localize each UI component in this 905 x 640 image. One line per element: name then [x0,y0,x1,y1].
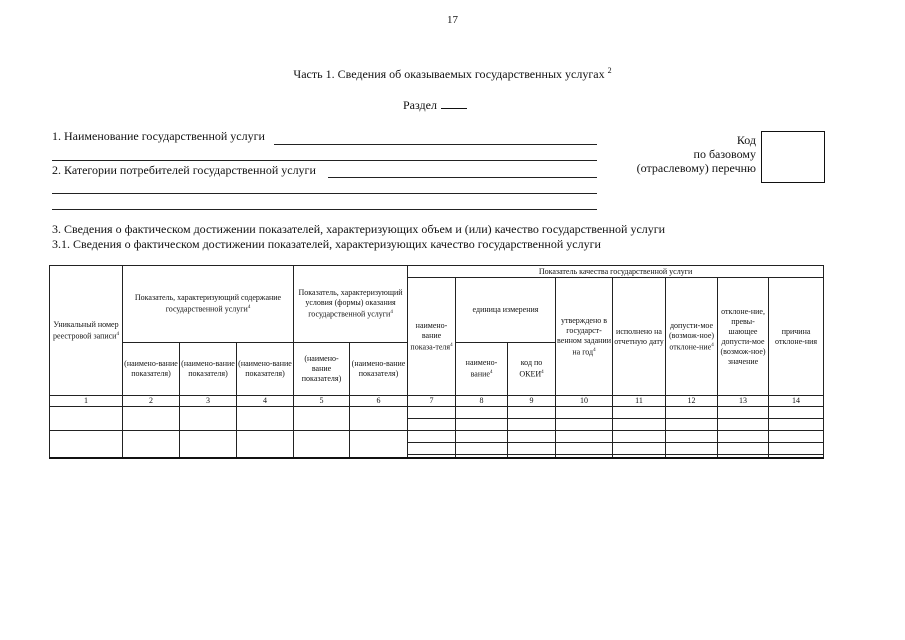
info-line-3: 3. Сведения о фактическом достижении показателей, характеризующих объем и (или) качество государственной услуги [52,222,666,236]
column-number: 4 [237,396,294,407]
header-quality-indicator: Показатель качества государственной услуги [408,266,824,278]
table-cell[interactable] [350,407,408,431]
table-cell[interactable] [556,407,613,419]
column-number: 2 [123,396,180,407]
column-number: 1 [50,396,123,407]
part-title [0,66,905,82]
column-number: 14 [769,396,824,407]
table-cell[interactable] [508,443,556,455]
table-cell[interactable] [613,419,666,431]
table-cell[interactable] [508,455,556,459]
subheader-indicator-3: (наимено-вание показателя) [237,343,294,396]
table-cell[interactable] [456,455,508,459]
table-cell[interactable] [556,455,613,459]
table-cell[interactable] [180,431,237,459]
table-cell[interactable] [613,455,666,459]
table-cell[interactable] [408,431,456,443]
column-number: 11 [613,396,666,407]
consumers-line[interactable] [328,177,597,178]
service-name-line[interactable] [274,144,597,145]
table-cell[interactable] [666,443,718,455]
code-label-line-3: (отраслевому) перечню [636,161,756,175]
code-label-line-2: по базовому [693,147,756,161]
table-cell[interactable] [556,443,613,455]
subheader-indicator-5: (наимено-вание показателя) [350,343,408,396]
column-number: 10 [556,396,613,407]
quality-indicators-table [49,265,824,459]
table-cell[interactable] [508,419,556,431]
header-done: исполнено на отчетную дату [613,278,666,396]
table-cell[interactable] [508,431,556,443]
table-cell[interactable] [123,407,180,431]
table-cell[interactable] [50,407,123,431]
table-cell[interactable] [666,419,718,431]
table-cell[interactable] [123,431,180,459]
table-cell[interactable] [408,419,456,431]
table-cell[interactable] [769,431,824,443]
column-number: 7 [408,396,456,407]
column-number: 9 [508,396,556,407]
table-cell[interactable] [408,407,456,419]
table-cell[interactable] [718,431,769,443]
table-cell[interactable] [456,443,508,455]
table-cell[interactable] [666,431,718,443]
table-cell[interactable] [613,407,666,419]
table-cell[interactable] [508,407,556,419]
header-unique-number: Уникальный номер реестровой записи$^4$ [50,266,123,396]
table-cell[interactable] [718,455,769,459]
page-number: 17 [447,14,458,26]
part-title-text: Часть 1. Сведения об оказываемых государственных услугах [293,67,605,81]
subheader-indicator-1: (наимено-вание показателя) [123,343,180,396]
part-title-footnote: 2 [607,66,612,75]
info-line-3-1: 3.1. Сведения о фактическом достижении показателей, характеризующих качество государственной услуги [52,237,601,251]
table-cell[interactable] [456,407,508,419]
table-cell[interactable] [408,443,456,455]
table-cell[interactable] [456,431,508,443]
header-conditions-indicator: Показатель, характеризующий условия (формы) оказания государственной услуги$^4$ [294,266,408,343]
column-number: 8 [456,396,508,407]
table-cell[interactable] [718,443,769,455]
table-cell[interactable] [408,455,456,459]
header-reason: причина отклоне-ния [769,278,824,396]
table-cell[interactable] [180,407,237,431]
table-cell[interactable] [769,407,824,419]
table-cell[interactable] [237,431,294,459]
table-cell[interactable] [718,419,769,431]
table-cell[interactable] [294,431,350,459]
table-cell[interactable] [769,419,824,431]
code-label-line-1: Код [736,133,756,147]
section-field [403,98,467,113]
subheader-okei-code: код по ОКЕИ$^4$ [508,343,556,396]
column-number: 5 [294,396,350,407]
column-number: 12 [666,396,718,407]
header-allowed-deviation: допусти-мое (возмож-ное) отклоне-ние$^4$ [666,278,718,396]
header-excess-deviation: отклоне-ние, превы-шающее допусти-мое (возмож-ное) значение [718,278,769,396]
consumers-label: 2. Категории потребителей государственной услуги [52,163,316,177]
table-cell[interactable] [556,419,613,431]
table-cell[interactable] [613,443,666,455]
table-cell[interactable] [350,431,408,459]
code-box[interactable] [761,131,825,183]
subheader-indicator-4: (наимено-вание показателя) [294,343,350,396]
service-name-label: 1. Наименование государственной услуги [52,129,265,143]
consumers-line-3[interactable] [52,209,597,210]
table-cell[interactable] [666,455,718,459]
subheader-unit-name: наимено-вание$^4$ [456,343,508,396]
table-cell[interactable] [237,407,294,431]
section-blank-line[interactable] [441,98,467,109]
code-label [628,133,756,175]
header-content-indicator: Показатель, характеризующий содержание государственной услуги$^4$ [123,266,294,343]
table-cell[interactable] [556,431,613,443]
section-label: Раздел [403,98,437,112]
table-cell[interactable] [769,443,824,455]
service-name-line-2[interactable] [52,160,597,161]
table-cell[interactable] [666,407,718,419]
table-cell[interactable] [294,407,350,431]
column-number: 3 [180,396,237,407]
header-indicator-name: наимено-вание показа-теля$^4$ [408,278,456,396]
column-number: 13 [718,396,769,407]
table-cell[interactable] [50,431,123,459]
table-cell[interactable] [456,419,508,431]
table-cell[interactable] [769,455,824,459]
consumers-line-2[interactable] [52,193,597,194]
header-unit: единица измерения [456,278,556,343]
header-approved: утверждено в государст-венном задании на год$^4$ [556,278,613,396]
subheader-indicator-2: (наимено-вание показателя) [180,343,237,396]
table-cell[interactable] [718,407,769,419]
column-number: 6 [350,396,408,407]
table-cell[interactable] [613,431,666,443]
